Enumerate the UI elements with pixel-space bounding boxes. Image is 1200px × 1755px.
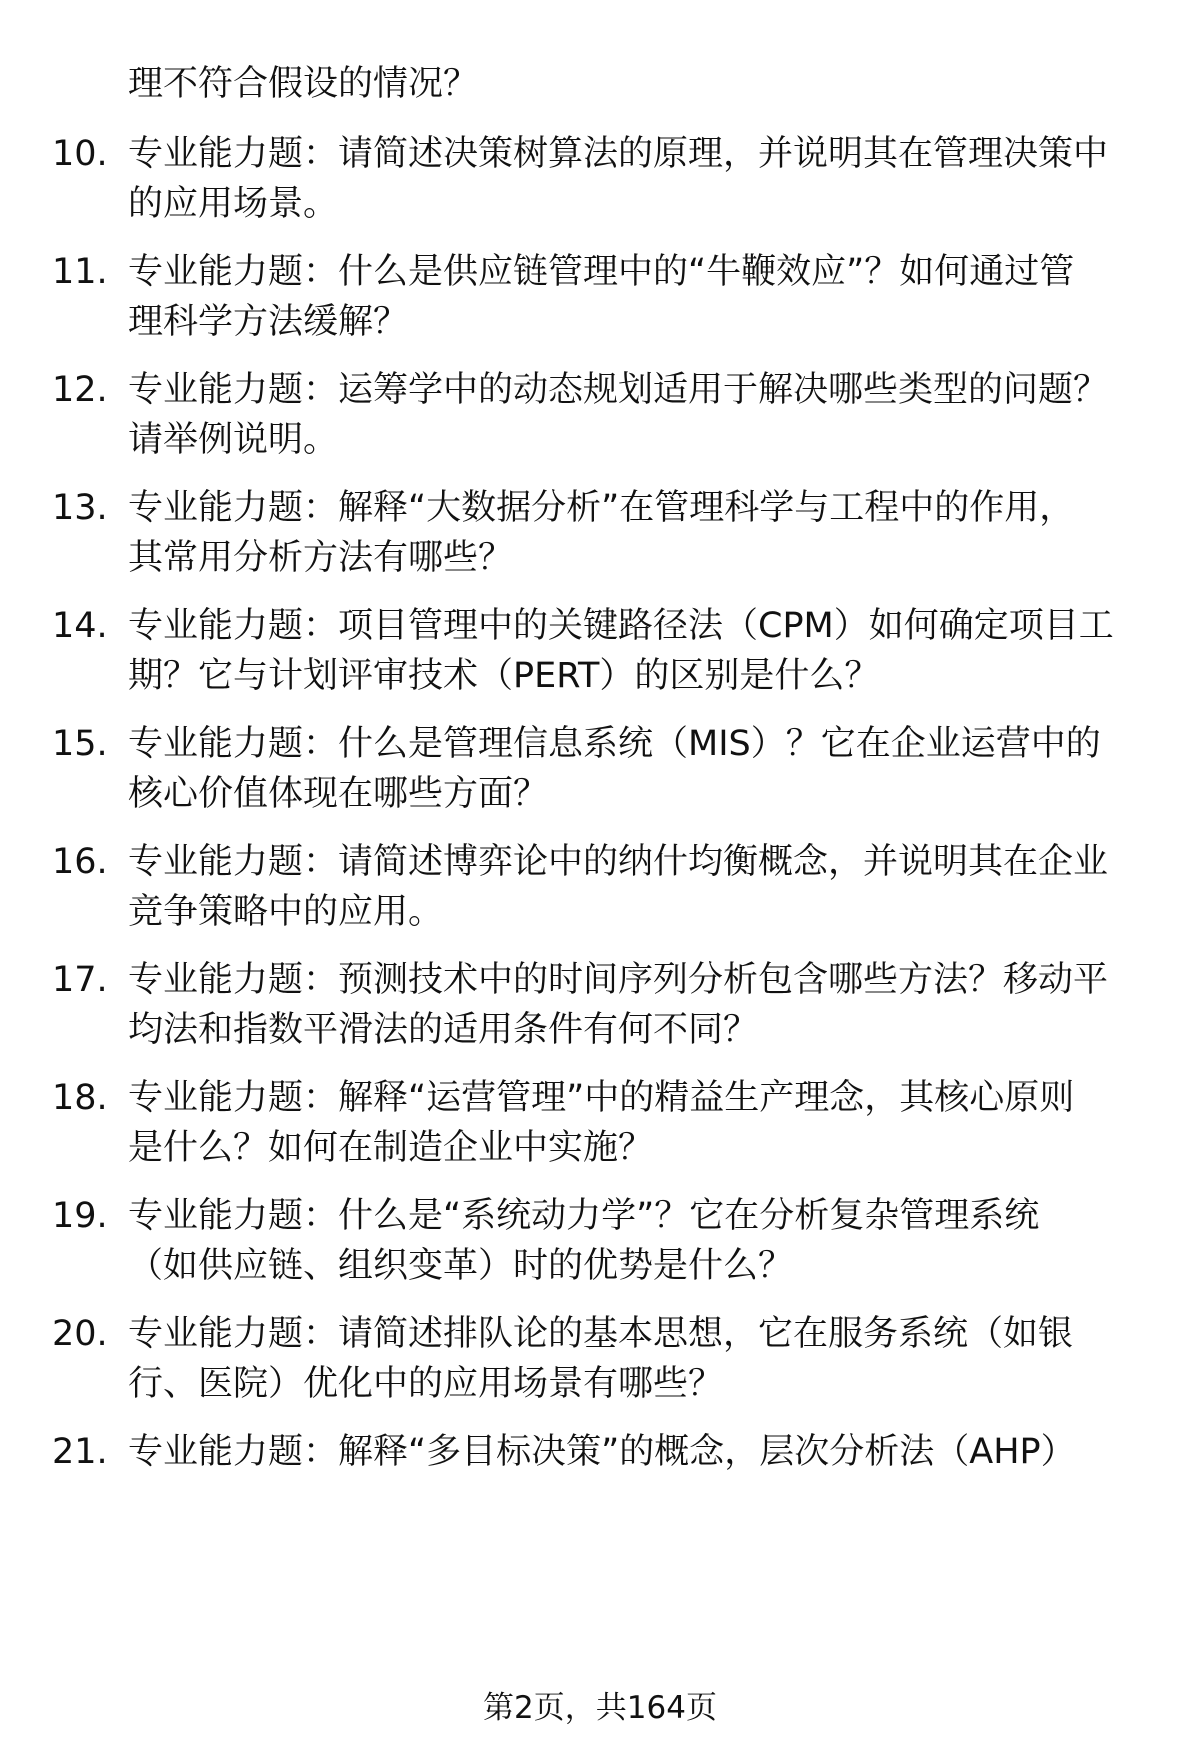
- question-text-line: 专业能力题：解释“运营管理”中的精益生产理念，其核心原则: [128, 1078, 1075, 1118]
- page-footer: 第2页，共164页: [483, 1690, 717, 1726]
- question-text-line: 其常用分析方法有哪些？: [128, 538, 514, 578]
- question-number: 21.: [52, 1432, 108, 1472]
- continuation-line: 理不符合假设的情况？: [128, 64, 479, 104]
- question-text-line: 竞争策略中的应用。: [128, 892, 444, 932]
- question-number: 14.: [52, 606, 108, 646]
- question-text-line: 专业能力题：什么是管理信息系统（MIS）？它在企业运营中的: [128, 724, 1101, 764]
- question-text-line: 专业能力题：解释“大数据分析”在管理科学与工程中的作用，: [128, 488, 1075, 528]
- question-text-line: 专业能力题：什么是供应链管理中的“牛鞭效应”？如何通过管: [128, 252, 1075, 292]
- question-text-line: 核心价值体现在哪些方面？: [128, 774, 549, 814]
- question-number: 11.: [52, 252, 108, 292]
- question-text-line: 专业能力题：请简述决策树算法的原理，并说明其在管理决策中: [128, 134, 1109, 174]
- question-text-line: 专业能力题：预测技术中的时间序列分析包含哪些方法？移动平: [128, 960, 1109, 1000]
- question-text-line: 专业能力题：运筹学中的动态规划适用于解决哪些类型的问题？: [128, 370, 1109, 410]
- question-text-line: 均法和指数平滑法的适用条件有何不同？: [128, 1010, 759, 1050]
- question-number: 16.: [52, 842, 108, 882]
- question-number: 13.: [52, 488, 108, 528]
- question-number: 17.: [52, 960, 108, 1000]
- question-text-line: 的应用场景。: [128, 184, 339, 224]
- question-text-line: 是什么？如何在制造企业中实施？: [128, 1128, 654, 1168]
- question-number: 10.: [52, 134, 108, 174]
- question-number: 19.: [52, 1196, 108, 1236]
- question-text-line: 专业能力题：项目管理中的关键路径法（CPM）如何确定项目工: [128, 606, 1114, 646]
- question-text-line: 行、医院）优化中的应用场景有哪些？: [128, 1364, 724, 1404]
- question-text-line: （如供应链、组织变革）时的优势是什么？: [128, 1246, 794, 1286]
- question-text-line: 专业能力题：解释“多目标决策”的概念，层次分析法（AHP）: [128, 1432, 1076, 1472]
- question-text-line: 请举例说明。: [128, 420, 339, 460]
- question-number: 18.: [52, 1078, 108, 1118]
- question-text-line: 专业能力题：什么是“系统动力学”？它在分析复杂管理系统: [128, 1196, 1040, 1236]
- question-text-line: 理科学方法缓解？: [128, 302, 409, 342]
- question-number: 20.: [52, 1314, 108, 1354]
- question-text-line: 专业能力题：请简述博弈论中的纳什均衡概念，并说明其在企业: [128, 842, 1109, 882]
- question-number: 12.: [52, 370, 108, 410]
- question-text-line: 专业能力题：请简述排队论的基本思想，它在服务系统（如银: [128, 1314, 1074, 1354]
- question-number: 15.: [52, 724, 108, 764]
- question-text-line: 期？它与计划评审技术（PERT）的区别是什么？: [128, 656, 880, 696]
